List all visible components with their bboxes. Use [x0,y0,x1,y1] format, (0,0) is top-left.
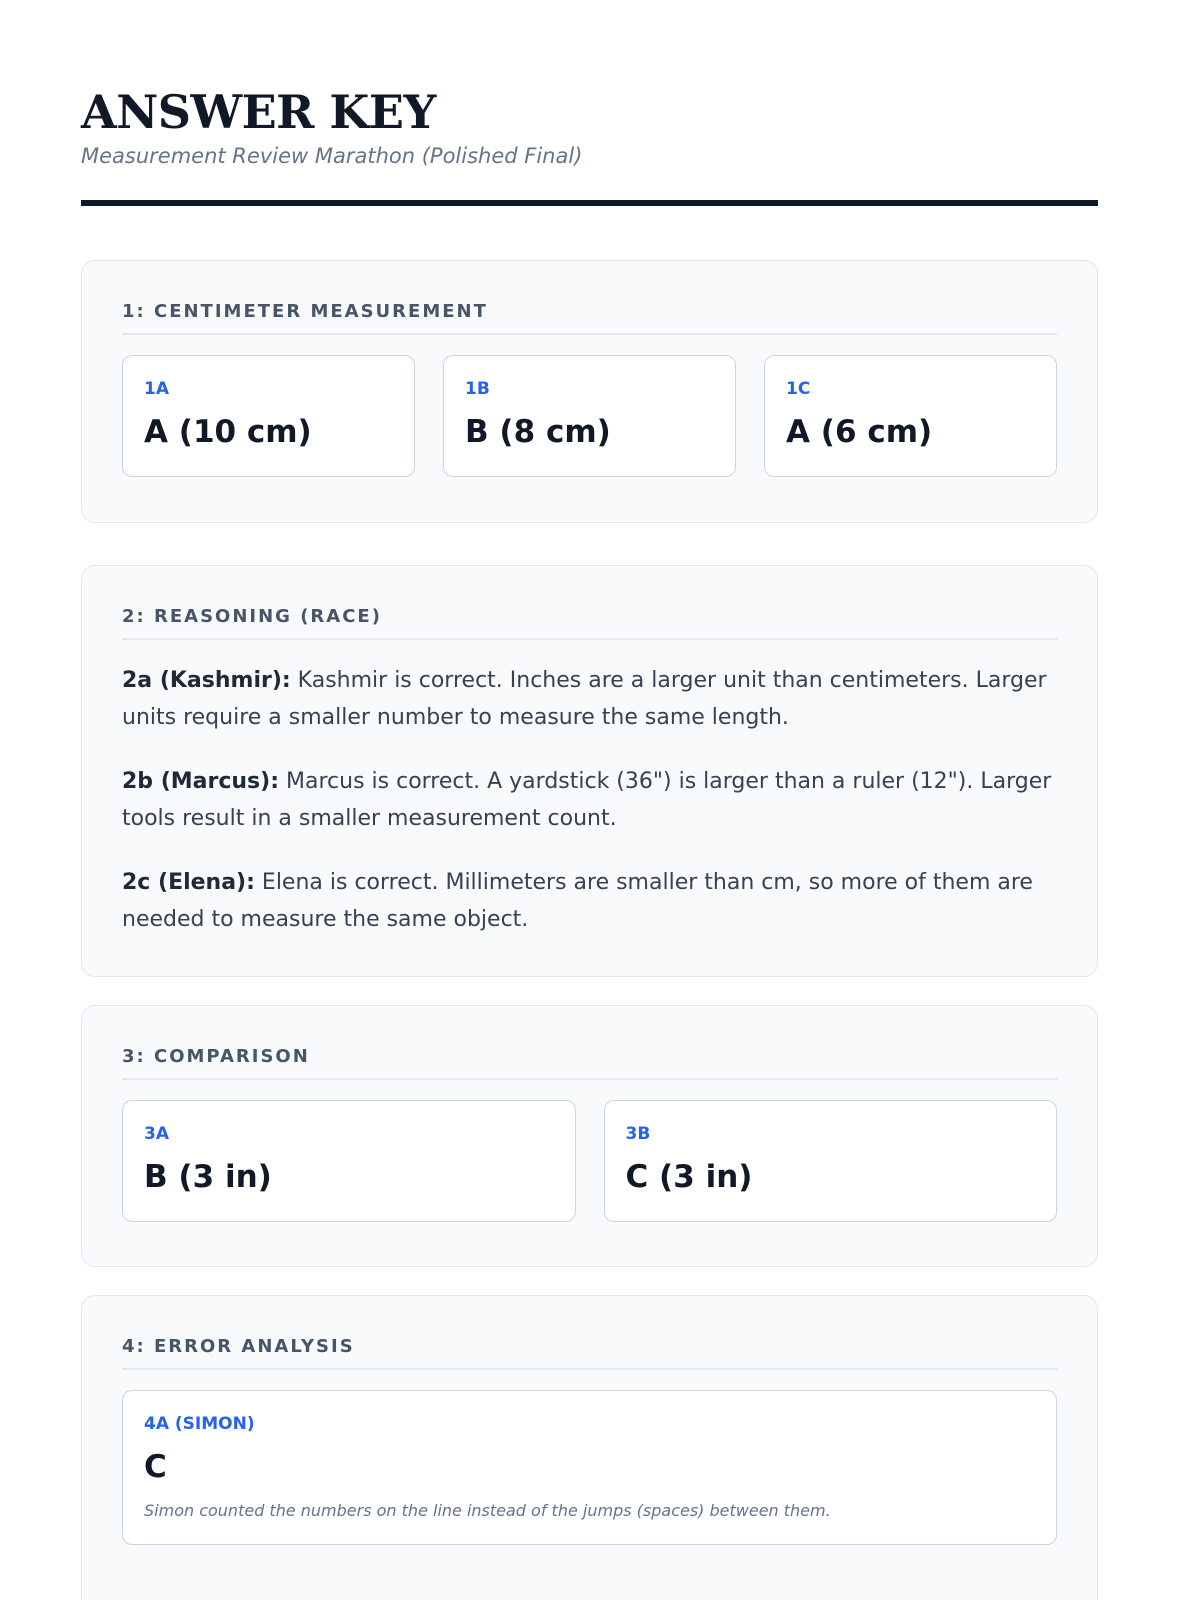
reasoning-lead: 2a (Kashmir): [122,668,291,693]
reasoning-lead: 2b (Marcus): [122,769,280,794]
question-label: 1C [786,379,811,399]
section-title: 1: CENTIMETER MEASUREMENT [122,301,1057,335]
question-label: 3B [625,1124,651,1144]
section-title: 3: COMPARISON [122,1046,1057,1080]
answer-value: C (3 in) [625,1159,753,1195]
section-title: 4: ERROR ANALYSIS [122,1336,1057,1370]
answer-card-1b [443,355,736,477]
answer-value: B (8 cm) [465,414,611,450]
answer-value: A (6 cm) [786,414,933,450]
answer-cards [122,355,1057,477]
answer-cards [122,1390,1057,1545]
section-reasoning [81,565,1098,977]
header-divider [81,200,1098,206]
reasoning-item-2c [122,864,1057,938]
reasoning-lead: 2c (Elena): [122,870,255,895]
answer-card-1a [122,355,415,477]
reasoning-item-2a [122,662,1057,736]
question-label: 1A [144,379,169,399]
answer-card-3a [122,1100,576,1222]
section-centimeter-measurement [81,260,1098,523]
question-label: 1B [465,379,490,399]
reasoning-text: Marcus is correct. A yardstick (36") is larger than a ruler (12"). Larger tools result in a smaller measurement count. [122,769,1052,831]
answer-value: C [144,1449,167,1485]
section-title: 2: REASONING (RACE) [122,606,1057,640]
question-label: 3A [144,1124,169,1144]
section-error-analysis [81,1295,1098,1600]
page-title: ANSWER KEY [81,85,436,139]
answer-card-4a [122,1390,1057,1545]
answer-value: B (3 in) [144,1159,272,1195]
question-label: 4A (SIMON) [144,1414,255,1434]
answer-card-1c [764,355,1057,477]
answer-explanation: Simon counted the numbers on the line instead of the jumps (spaces) between them. [144,1501,831,1520]
reasoning-text: Elena is correct. Millimeters are smaller than cm, so more of them are needed to measure the same object. [122,870,1033,932]
reasoning-text: Kashmir is correct. Inches are a larger unit than centimeters. Larger units require a smaller number to measure the same length. [122,668,1047,730]
answer-value: A (10 cm) [144,414,312,450]
answer-card-3b [604,1100,1058,1222]
page-header [81,0,1098,206]
section-comparison [81,1005,1098,1267]
page-subtitle: Measurement Review Marathon (Polished Final) [81,144,583,168]
reasoning-item-2b [122,763,1057,837]
answer-cards [122,1100,1057,1222]
